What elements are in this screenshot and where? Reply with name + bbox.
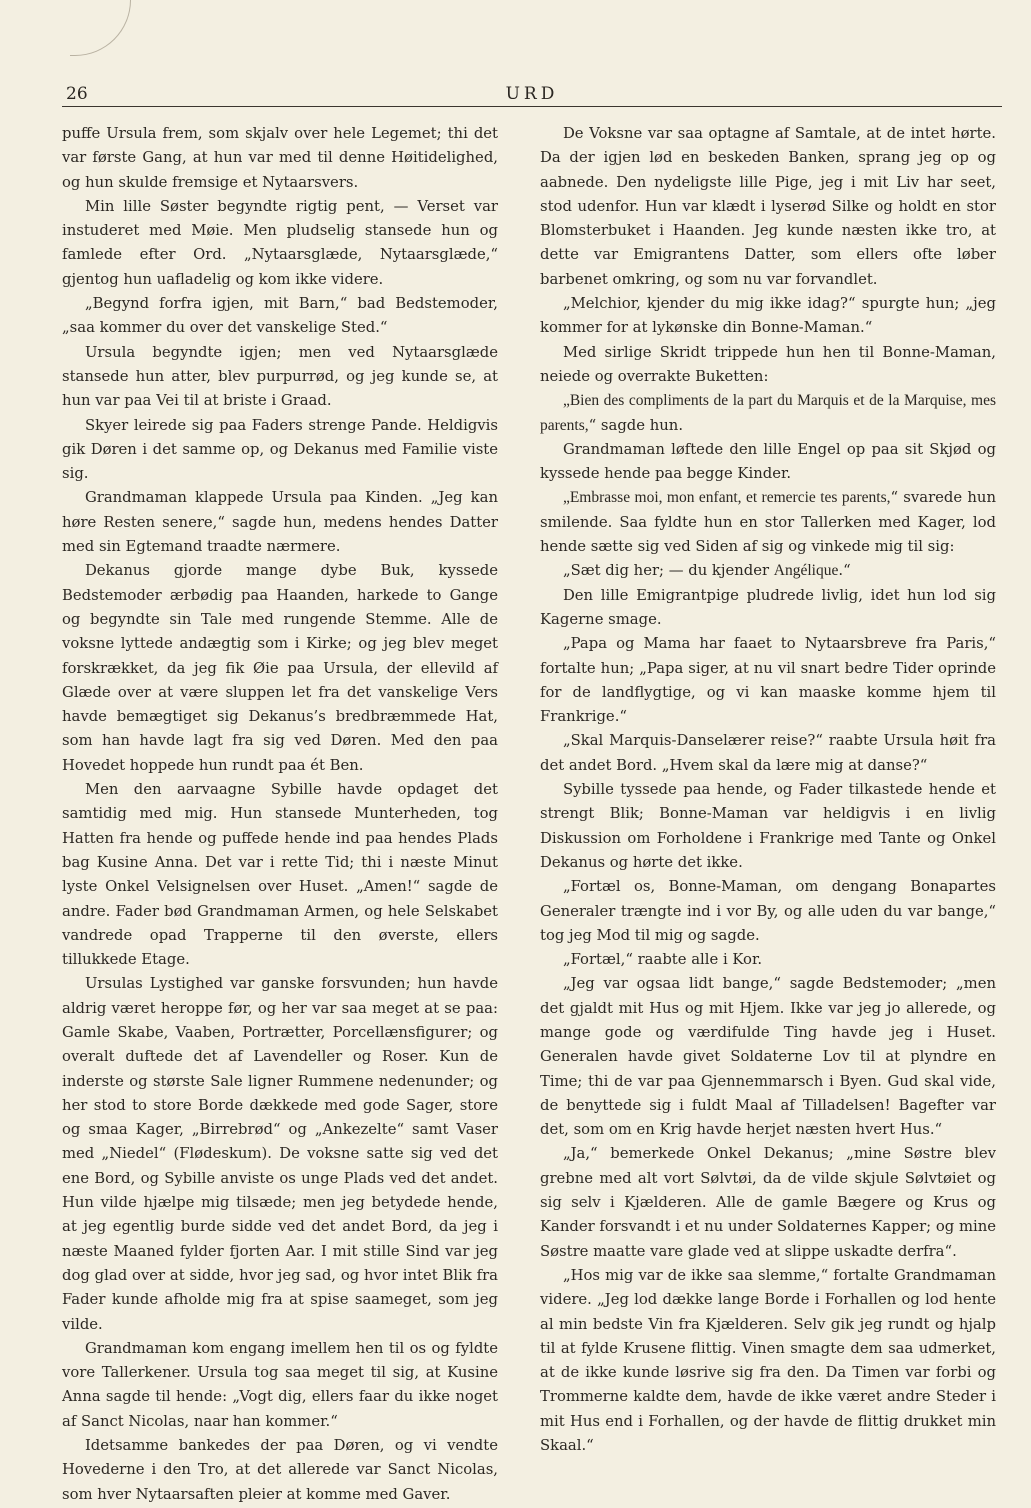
paragraph: „Begynd forfra igjen, mit Barn,“ bad Bedstemoder, „saa kommer du over det vanskelige Sted.“ bbox=[62, 295, 498, 337]
paragraph: „Melchior, kjender du mig ikke idag?“ spurgte hun; „jeg kommer for at lykønske din Bonne-Maman.“ bbox=[540, 295, 996, 337]
running-title: URD bbox=[505, 84, 559, 104]
paragraph: Men den aarvaagne Sybille havde opdaget det samtidig med mig. Hun stansede Munterheden, tog Hatten fra hende og puffede hende ind paa hendes Plads bag Kusine Anna. Det var i rette Tid; thi i næste Minut lyste Onkel Velsignelsen over Huset. „Amen!“ sagde de andre. Fader bød Grandmaman Armen, og hele Selskabet vandrede opad Trapperne til den øverste, ellers tillukkede Etage. bbox=[62, 781, 498, 969]
paragraph: Grandmaman kom engang imellem hen til os og fyldte vore Tallerkener. Ursula tog saa meget til sig, at Kusine Anna sagde til hende: „Vogt dig, ellers faar du ikke noget af Sanct Nicolas, naar han kommer.“ bbox=[62, 1339, 498, 1430]
paragraph: „Hos mig var de ikke saa slemme,“ fortalte Grandmaman videre. „Jeg lod dække lange Borde i Forhallen og lod hente al min bedste Vin fra Kjælderen. Selv gik jeg rundt og hjalp til at fylde Krusene flittig. Vinen smagte dem saa udmerket, at de ikke kunde løsrive sig fra den. Da Timen var forbi og Trommerne kaldte dem, havde de ikke været andre Steder i mit Hus end i Forhallen, og der havde de flittig drukket min Skaal.“ bbox=[540, 1266, 996, 1455]
paragraph bbox=[540, 559, 996, 583]
paragraph: Idetsamme bankedes der paa Døren, og vi vendte Hovederne i den Tro, at det allerede var Sanct Nicolas, som hver Nytaarsaften pleier at komme med Gaver. bbox=[62, 1437, 498, 1503]
name-angelique: Angélique bbox=[773, 562, 839, 580]
paragraph-text: “ sagde hun. bbox=[588, 416, 684, 434]
page-header bbox=[62, 82, 1002, 107]
french-quote: „Bien des compliments de la part du Marquis et de la Marquise, mes parents, bbox=[540, 392, 996, 434]
paragraph: puffe Ursula frem, som skjalv over hele Legemet; thi det var første Gang, at hun var med til denne Høitidelighed, og hun skulde fremsige et Nytaarsvers. bbox=[62, 125, 498, 191]
paragraph: Dekanus gjorde mange dybe Buk, kyssede Bedstemoder ærbødig paa Haanden, harkede to Gange og begyndte sin Tale med rungende Stemme. Alle de voksne lyttede andægtig som i Kirke; og jeg blev meget forskrækket, da jeg fik Øie paa Ursula, der ellevild af Glæde over at være sluppen let fra det vanskelige Vers havde bemægtiget sig Dekanus’s bredbræmmede Hat, som han havde lagt fra sig ved Døren. Med den paa Hovedet hoppede hun rundt paa ét Ben. bbox=[62, 562, 498, 774]
paragraph: Den lille Emigrantpige pludrede livlig, idet hun lod sig Kagerne smage. bbox=[540, 586, 996, 628]
scan-edge-mark bbox=[70, 0, 131, 56]
paragraph: Sybille tyssede paa hende, og Fader tilkastede hende et strengt Blik; Bonne-Maman var heldigvis i en livlig Diskussion om Forholdene i Frankrige med Tante og Onkel Dekanus og hørte det ikke. bbox=[540, 781, 996, 871]
paragraph: Ursulas Lystighed var ganske forsvunden; hun havde aldrig været heroppe før, og her var saa meget at se paa: Gamle Skabe, Vaaben, Portrætter, Porcellænsfigurer; og overalt duftede det af Lavendeller og Roser. Kun de inderste og største Sale ligner Rummene nedenunder; og her stod to store Borde dækkede med gode Sager, store og smaa Kager, „Birrebrød“ og „Ankezelte“ samt Vaser med „Niedel“ (Flødeskum). De voksne satte sig ved det ene Bord, og Sybille anviste os unge Plads ved det andet. Hun vilde hjælpe mig tilsæde; men jeg betydede hende, at jeg egentlig burde sidde ved det andet Bord, da jeg i næste Maaned fylder fjorten Aar. I mit stille Sind var jeg dog glad over at sidde, hvor jeg sad, og hvor intet Blik fra Fader kunde afholde mig fra at spise saameget, som jeg vilde. bbox=[62, 975, 498, 1333]
paragraph: „Ja,“ bemerkede Onkel Dekanus; „mine Søstre blev grebne med alt vort Sølvtøi, da de vilde skjule Sølvtøiet og sig selv i Kjælderen. Alle de gamle Bægere og Krus og Kander forsvandt i et nu under Soldaternes Kapper; og mine Søstre maatte vare glade ved at slippe uskadte derfra“. bbox=[540, 1145, 996, 1260]
paragraph-text: „Sæt dig her; — du kjender bbox=[562, 562, 774, 580]
paragraph bbox=[540, 632, 996, 729]
paragraph bbox=[540, 389, 996, 438]
paragraph-text: .“ bbox=[838, 562, 851, 580]
place-paris: Paris bbox=[946, 635, 984, 653]
paragraph: Grandmaman klappede Ursula paa Kinden. „Jeg kan høre Resten senere,“ sagde hun, medens hendes Datter med sin Egtemand traadte nærmere. bbox=[62, 489, 498, 556]
paragraph: „Skal Marquis-Danselærer reise?“ raabte Ursula høit fra det andet Bord. „Hvem skal da lære mig at danse?“ bbox=[540, 732, 996, 774]
paragraph bbox=[540, 486, 996, 559]
paragraph: Ursula begyndte igjen; men ved Nytaarsglæde stansede hun atter, blev purpurrød, og jeg kunde se, at hun var paa Vei til at briste i Graad. bbox=[62, 343, 498, 410]
paragraph: „Fortæl,“ raabte alle i Kor. bbox=[562, 951, 763, 969]
page-number: 26 bbox=[66, 84, 88, 104]
paragraph-text: „Papa og Mama har faaet to Nytaarsbreve fra bbox=[562, 635, 947, 653]
paragraph: Med sirlige Skridt trippede hun hen til Bonne-Maman, neiede og overrakte Buketten: bbox=[540, 343, 996, 385]
paragraph: De Voksne var saa optagne af Samtale, at de intet hørte. Da der igjen lød en beskeden Banken, sprang jeg op og aabnede. Den nydeligste lille Pige, jeg i mit Liv har seet, stod udenfor. Hun var klædt i lyserød Silke og holdt en stor Blomsterbuket i Haanden. Jeg kunde næsten ikke tro, at dette var Emigrantens Datter, som ellers ofte løber barbenet omkring, og som nu var forvandlet. bbox=[540, 125, 996, 288]
right-column bbox=[540, 122, 996, 1492]
paragraph-text: ,“ fortalte hun; „Papa siger, at nu vil snart bedre Tider oprinde for de landflygtige, og vi kan maaske komme hjem til Frankrige.“ bbox=[540, 635, 996, 726]
paragraph: „Fortæl os, Bonne-Maman, om dengang Bonapartes Generaler trængte ind i vor By, og alle uden du var bange,“ tog jeg Mod til mig og sagde. bbox=[540, 878, 996, 944]
paragraph: Skyer leirede sig paa Faders strenge Pande. Heldigvis gik Døren i det samme op, og Dekanus med Familie viste sig. bbox=[62, 416, 498, 483]
paragraph-text: “ svarede hun smilende. Saa fyldte hun en stor Tallerken med Kager, lod hende sætte sig ved Siden af sig og vinkede mig til sig: bbox=[540, 489, 996, 556]
french-quote: „Embrasse moi, mon enfant, et remercie tes parents, bbox=[562, 489, 891, 507]
left-column bbox=[62, 122, 498, 1503]
paragraph: Min lille Søster begyndte rigtig pent, — Verset var instuderet med Møie. Men pludselig stansede hun og famlede efter Ord. „Nytaarsglæde, Nytaarsglæde,“ gjentog hun uafladelig og kom ikke videre. bbox=[62, 197, 498, 288]
paragraph: Grandmaman løftede den lille Engel op paa sit Skjød og kyssede hende paa begge Kinder. bbox=[540, 440, 996, 483]
paragraph: „Jeg var ogsaa lidt bange,“ sagde Bedstemoder; „men det gjaldt mit Hus og mit Hjem. Ikke var jeg jo allerede, og mange gode og værdifulde Ting havde jeg i Huset. Generalen havde givet Soldaterne Lov til at plyndre en Time; thi de var paa Gjennemmarsch i Byen. Gud skal vide, de benyttede sig i fuldt Maal af Tilladelsen! Bagefter var det, som om en Krig havde herjet næsten hvert Hus.“ bbox=[540, 975, 996, 1139]
